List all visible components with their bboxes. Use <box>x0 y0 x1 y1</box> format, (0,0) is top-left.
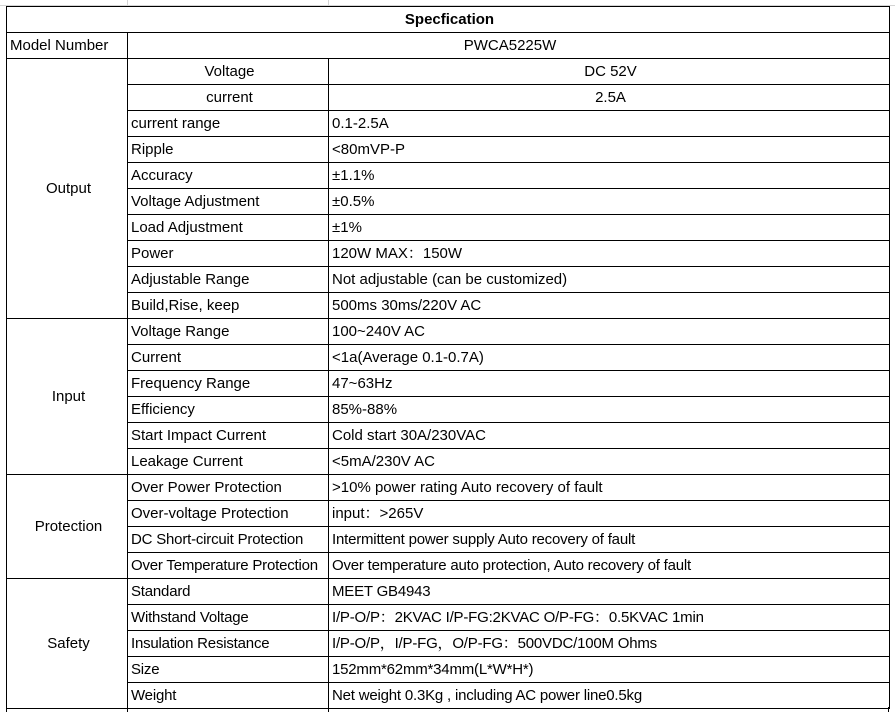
spec-label: Ripple <box>128 137 329 163</box>
spec-label: Weight <box>128 683 329 709</box>
group-safety: Safety <box>7 579 128 709</box>
spec-value: ±0.5% <box>329 189 890 215</box>
table-row <box>7 423 890 449</box>
table-row <box>7 137 890 163</box>
table-row <box>7 293 890 319</box>
specification-table <box>6 6 890 709</box>
spec-label: Start Impact Current <box>128 423 329 449</box>
spec-value: Intermittent power supply Auto recovery of fault <box>329 527 890 553</box>
spec-label: current <box>128 85 329 111</box>
spec-value: ±1% <box>329 215 890 241</box>
spec-label: Power <box>128 241 329 267</box>
spec-value: DC 52V <box>329 59 890 85</box>
spec-label: Over-voltage Protection <box>128 501 329 527</box>
spec-value: 500ms 30ms/220V AC <box>329 293 890 319</box>
spec-value: Net weight 0.3Kg , including AC power line0.5kg <box>329 683 890 709</box>
spec-label: Voltage Adjustment <box>128 189 329 215</box>
spec-label: Leakage Current <box>128 449 329 475</box>
table-title: Specfication <box>7 7 890 33</box>
spec-label: Efficiency <box>128 397 329 423</box>
group-output: Output <box>7 59 128 319</box>
spec-value: <5mA/230V AC <box>329 449 890 475</box>
table-row <box>7 345 890 371</box>
spec-value: >10% power rating Auto recovery of fault <box>329 475 890 501</box>
spec-value: I/P-O/P，I/P-FG，O/P-FG：500VDC/100M Ohms <box>329 631 890 657</box>
table-row <box>7 527 890 553</box>
table-row <box>7 397 890 423</box>
spec-value: ±1.1% <box>329 163 890 189</box>
spec-label: Frequency Range <box>128 371 329 397</box>
group-input: Input <box>7 319 128 475</box>
spec-value: Over temperature auto protection, Auto recovery of fault <box>329 553 890 579</box>
spec-value: 100~240V AC <box>329 319 890 345</box>
spec-value: 120W MAX：150W <box>329 241 890 267</box>
table-row <box>7 553 890 579</box>
spec-label: Insulation Resistance <box>128 631 329 657</box>
table-row <box>7 241 890 267</box>
table-row <box>7 371 890 397</box>
table-row <box>7 319 890 345</box>
spec-label: Voltage Range <box>128 319 329 345</box>
spec-value: <80mVP-P <box>329 137 890 163</box>
group-protection: Protection <box>7 475 128 579</box>
table-row <box>7 111 890 137</box>
title-row <box>7 7 890 33</box>
spec-value: 152mm*62mm*34mm(L*W*H*) <box>329 657 890 683</box>
spec-value: <1a(Average 0.1-0.7A) <box>329 345 890 371</box>
model-number-label: Model Number <box>7 33 128 59</box>
table-row <box>7 163 890 189</box>
table-row <box>7 631 890 657</box>
spec-value: Cold start 30A/230VAC <box>329 423 890 449</box>
table-row <box>7 579 890 605</box>
model-number-value: PWCA5225W <box>128 33 890 59</box>
table-row <box>7 189 890 215</box>
spec-value: Not adjustable (can be customized) <box>329 267 890 293</box>
spec-label: Adjustable Range <box>128 267 329 293</box>
table-row <box>7 215 890 241</box>
spec-label: Withstand Voltage <box>128 605 329 631</box>
table-row <box>7 449 890 475</box>
spec-value: 2.5A <box>329 85 890 111</box>
table-continuation <box>6 707 889 712</box>
spec-value: 0.1-2.5A <box>329 111 890 137</box>
spec-label: Build,Rise, keep <box>128 293 329 319</box>
spec-label: Voltage <box>128 59 329 85</box>
spec-label: DC Short-circuit Protection <box>128 527 329 553</box>
spec-label: Standard <box>128 579 329 605</box>
table-row <box>7 59 890 85</box>
spec-label: Load Adjustment <box>128 215 329 241</box>
spec-label: Over Power Protection <box>128 475 329 501</box>
spec-label: Current <box>128 345 329 371</box>
spec-label: Size <box>128 657 329 683</box>
table-row <box>7 657 890 683</box>
spec-label: Accuracy <box>128 163 329 189</box>
model-row <box>7 33 890 59</box>
spec-value: 85%-88% <box>329 397 890 423</box>
table-row <box>7 475 890 501</box>
spec-label: Over Temperature Protection <box>128 553 329 579</box>
table-row <box>7 267 890 293</box>
table-row <box>7 501 890 527</box>
spec-value: input：>265V <box>329 501 890 527</box>
table-row <box>7 605 890 631</box>
spec-label: current range <box>128 111 329 137</box>
table-row <box>7 85 890 111</box>
table-row <box>7 683 890 709</box>
spec-value: 47~63Hz <box>329 371 890 397</box>
spec-value: I/P-O/P：2KVAC I/P-FG:2KVAC O/P-FG：0.5KVAC 1min <box>329 605 890 631</box>
spec-value: MEET GB4943 <box>329 579 890 605</box>
